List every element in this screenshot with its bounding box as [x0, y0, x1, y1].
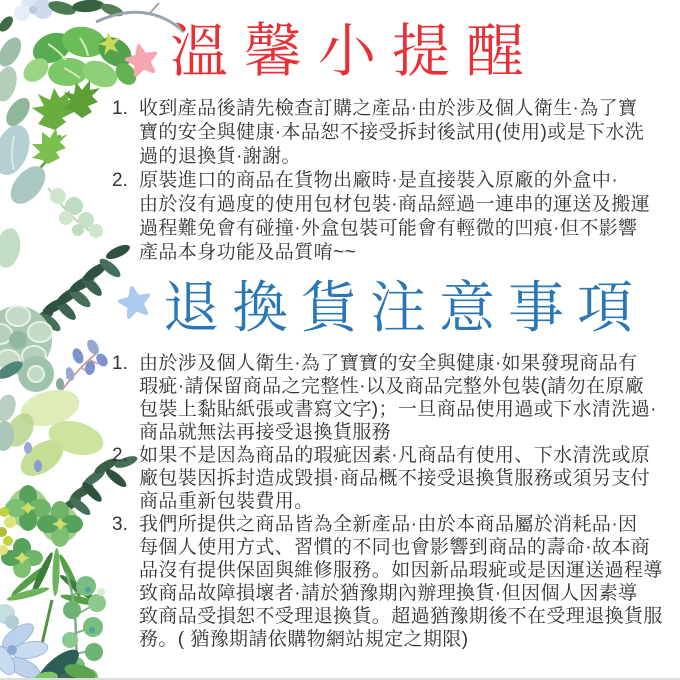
section-title-return-policy: 退換貨注意事項 — [163, 276, 646, 339]
text-line: 寶的安全與健康·本品恕不接受拆封後試用(使用)或是下水洗 — [139, 122, 645, 143]
text-line: 原裝進口的商品在貨物出廠時·是直接裝入原廠的外盒中· — [139, 170, 619, 191]
list-item — [112, 169, 672, 265]
return-policy-list — [112, 352, 672, 651]
section-title-warm-reminder: 溫馨小提醒 — [170, 19, 541, 84]
text-line: 由於沒有過度的使用包材包裝·商品經過一連串的運送及搬運 — [139, 194, 651, 215]
warm-reminder-list — [112, 97, 672, 265]
text-line: 包裝上黏貼紙張或書寫文字)；一旦商品使用過或下水清洗過· — [139, 399, 657, 420]
text-line: 商品就無法再接受退換貨服務 — [139, 422, 392, 443]
text-line: 產品本身功能及品質唷~~ — [139, 242, 356, 263]
list-item — [112, 513, 672, 651]
item-number: 2. — [112, 445, 128, 466]
text-line: 過的退換貨·謝謝。 — [139, 146, 301, 167]
item-number: 2. — [112, 170, 128, 191]
blue-star-icon — [116, 284, 154, 322]
text-line: 致商品故障損壞者·請於猶豫期內辦理換貨·但因個人因素導 — [139, 583, 638, 604]
list-item — [112, 444, 672, 513]
text-line: 如果不是因為商品的瑕疵因素·凡商品有使用、下水清洗或原 — [139, 445, 651, 466]
list-item — [112, 352, 672, 444]
item-number: 1. — [112, 98, 128, 119]
item-number: 1. — [112, 353, 128, 374]
text-line: 由於涉及個人衛生·為了寶寶的安全與健康·如果發現商品有 — [139, 353, 638, 374]
text-line: 收到產品後請先檢查訂購之產品·由於涉及個人衛生·為了寶 — [139, 98, 638, 119]
text-line: 過程難免會有碰撞·外盒包裝可能會有輕微的凹痕·但不影響 — [139, 218, 638, 239]
list-item — [112, 97, 672, 169]
item-number: 3. — [112, 514, 128, 535]
pink-star-icon — [123, 42, 161, 80]
text-line: 每個人使用方式、習慣的不同也會影響到商品的壽命·故本商 — [139, 537, 651, 558]
text-line: 品沒有提供保固與維修服務。如因新品瑕疵或是因運送過程導 — [139, 560, 663, 581]
text-line: 廠包裝因拆封造成毀損·商品概不接受退換貨服務或須另支付 — [139, 468, 651, 489]
text-line: 商品重新包裝費用。 — [139, 491, 314, 512]
text-line: 我們所提供之商品皆為全新產品·由於本商品屬於消耗品·因 — [139, 514, 638, 535]
text-line: 瑕疵·請保留商品之完整性·以及商品完整外包裝(請勿在原廠 — [139, 376, 645, 397]
text-line: 務。( 猶豫期請依購物網站規定之期限) — [139, 629, 469, 650]
text-line: 致商品受損恕不受理退換貨。超過猶豫期後不在受理退換貨服 — [139, 606, 663, 627]
